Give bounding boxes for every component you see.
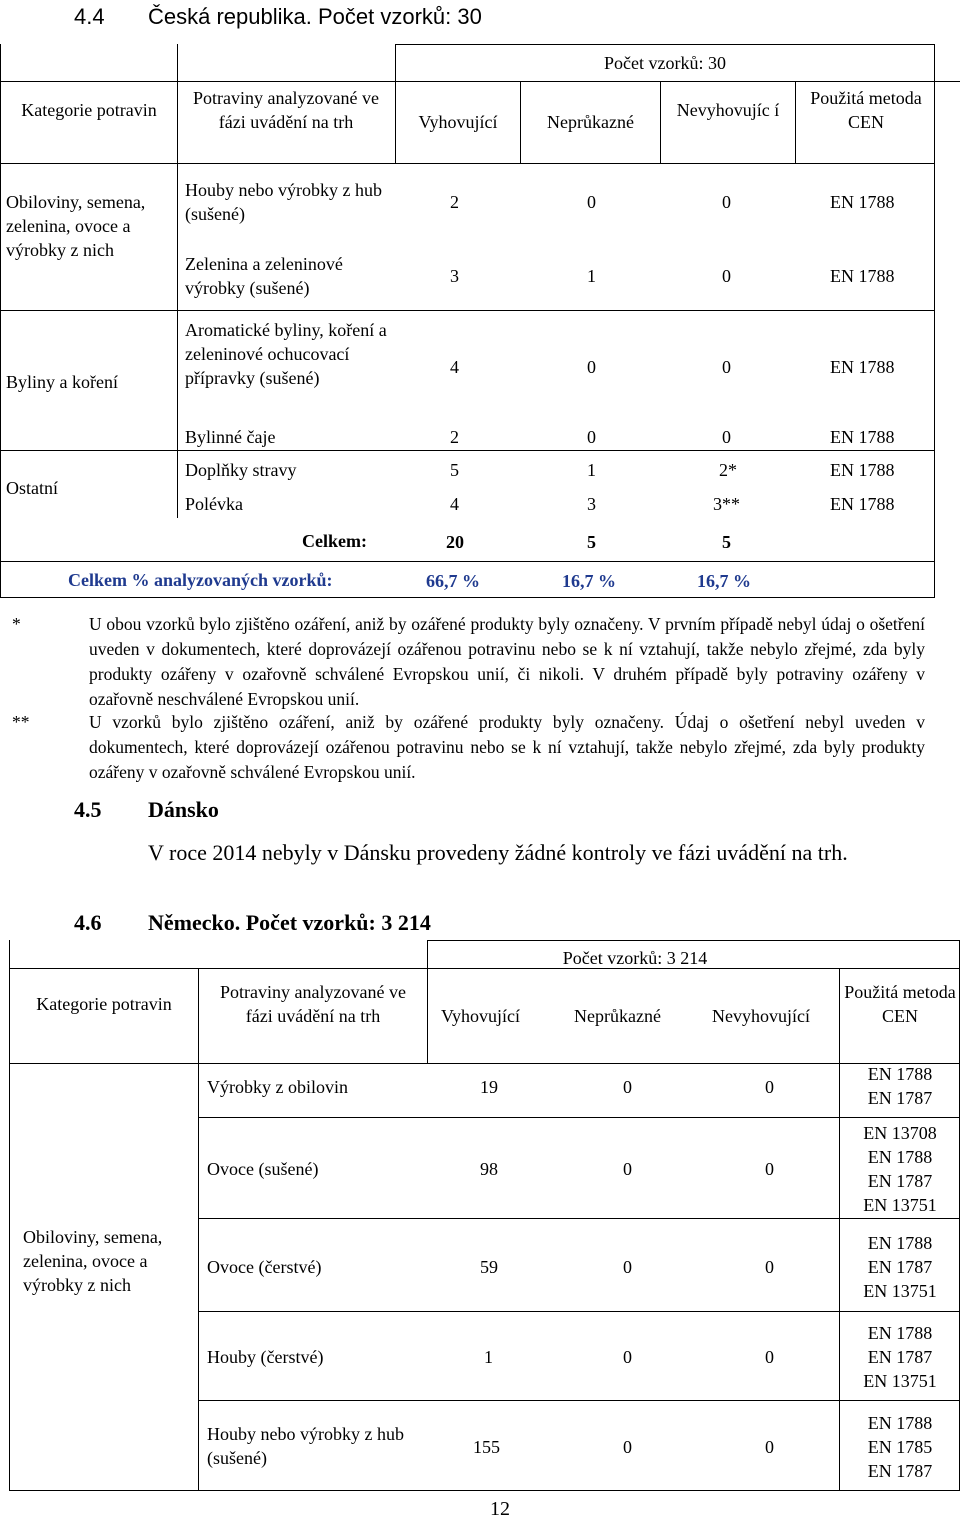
- row-metoda: EN 1788: [830, 460, 895, 480]
- section-46-title: Německo. Počet vzorků: 3 214: [148, 910, 431, 935]
- section-44-number: 4.4: [74, 4, 105, 29]
- section-45-title: Dánsko: [148, 797, 219, 822]
- row-name: Polévka: [185, 494, 243, 514]
- row-metoda: EN 1788: [830, 357, 895, 377]
- row-nepruk: 1: [587, 460, 596, 480]
- metoda-line: EN 13751: [863, 1281, 937, 1301]
- total-nepruk: 5: [587, 532, 596, 552]
- row-name: Ovoce (čerstvé): [207, 1257, 322, 1277]
- header-metoda: Použitá metoda CEN: [810, 88, 922, 132]
- row-nevyhovujici: 0: [722, 266, 731, 286]
- row-vyhovujici: 1: [484, 1347, 493, 1367]
- header-pocet-vzorku-de: Počet vzorků: 3 214: [562, 948, 708, 968]
- header-vyhovujici: Vyhovující: [418, 112, 498, 132]
- footnote-text-2: U vzorků bylo zjištěno ozáření, aniž by ozářené produkty byly označeny. Údaj o ošetření nebyl uveden v dokumentech, které doprovázejí ozářenou potravinu nebo se k ní vztahují, takže nebylo zřejmé, zda byly produkty ozářeny v ozařovně schválené Evropskou unií.: [89, 712, 925, 782]
- row-name: Houby (čerstvé): [207, 1347, 324, 1367]
- row-metoda: [841, 1121, 959, 1217]
- row-nevyhovujici: 0: [765, 1159, 774, 1179]
- row-vyhovujici: 19: [480, 1077, 498, 1097]
- metoda-line: EN 1788: [867, 1233, 933, 1253]
- row-nepruk: 0: [623, 1347, 632, 1367]
- footnote-mark-1: *: [12, 614, 21, 634]
- row-nepruk: 0: [623, 1437, 632, 1457]
- section-45-number: 4.5: [74, 797, 102, 822]
- row-name: Doplňky stravy: [185, 460, 297, 480]
- row-nepruk: 0: [623, 1077, 632, 1097]
- category-byliny: Byliny a koření: [6, 372, 118, 392]
- row-nevyhovujici: 2*: [719, 460, 737, 480]
- row-nepruk: 0: [623, 1257, 632, 1277]
- row-vyhovujici: 59: [480, 1257, 498, 1277]
- row-vyhovujici: 4: [450, 357, 459, 377]
- row-metoda: [841, 1231, 959, 1303]
- header-potraviny-de: Potraviny analyzované ve fázi uvádění na trh: [220, 982, 406, 1026]
- metoda-line: EN 1785: [867, 1437, 933, 1457]
- row-name: Bylinné čaje: [185, 427, 276, 447]
- section-46-number: 4.6: [74, 910, 102, 935]
- row-nevyhovujici: 0: [722, 192, 731, 212]
- metoda-line: EN 1788: [867, 1147, 933, 1167]
- section-45-text: V roce 2014 nebyly v Dánsku provedeny žádné kontroly ve fázi uvádění na trh.: [148, 840, 848, 865]
- category-obiloviny: Obiloviny, semena, zelenina, ovoce a výrobky z nich: [6, 192, 146, 260]
- header-metoda-de: Použitá metoda CEN: [844, 982, 956, 1026]
- row-metoda: [841, 1411, 959, 1483]
- row-name: Houby nebo výrobky z hub (sušené): [207, 1424, 404, 1468]
- row-metoda: [841, 1321, 959, 1393]
- row-name: Výrobky z obilovin: [207, 1077, 348, 1097]
- footnote-text-1: U obou vzorků bylo zjištěno ozáření, aniž by ozářené produkty byly označeny. V prvním případě nebyl údaj o ošetření uveden v dokumentech, které doprovázejí ozářenou potravinu nebo se k ní vztahují, takže nebylo zřejmé, zda byly produkty ozářeny v ozařovně schválené Evropskou unií, či nikoli. V druhém případě byly potraviny ozářeny v ozařovně neschválené Evropskou unií.: [89, 614, 925, 709]
- row-nevyhovujici: 0: [765, 1077, 774, 1097]
- row-nevyhovujici: 0: [722, 357, 731, 377]
- row-nevyhovujici: 0: [765, 1347, 774, 1367]
- footnote-mark-2: **: [12, 712, 30, 732]
- category-obiloviny-de: Obiloviny, semena, zelenina, ovoce a výrobky z nich: [23, 1227, 163, 1295]
- row-nepruk: 1: [587, 266, 596, 286]
- row-nevyhovujici: 0: [765, 1437, 774, 1457]
- row-vyhovujici: 155: [473, 1437, 500, 1457]
- total-vyhovujici: 20: [446, 532, 464, 552]
- page-number: 12: [490, 1498, 510, 1520]
- percent-vyhovujici: 66,7 %: [426, 571, 480, 591]
- row-vyhovujici: 3: [450, 266, 459, 286]
- row-vyhovujici: 2: [450, 192, 459, 212]
- row-vyhovujici: 98: [480, 1159, 498, 1179]
- row-vyhovujici: 4: [450, 494, 459, 514]
- row-metoda: EN 1788: [830, 427, 895, 447]
- row-name: Aromatické byliny, koření a zeleninové ochucovací přípravky (sušené): [185, 320, 387, 388]
- header-nepruk: Neprůkazné: [547, 112, 634, 132]
- metoda-line: EN 1787: [867, 1257, 933, 1277]
- section-44-title: Česká republika. Počet vzorků: 30: [148, 4, 482, 29]
- metoda-line: EN 1787: [867, 1088, 933, 1108]
- row-nepruk: 0: [587, 192, 596, 212]
- header-nevyhovujici: Nevyhovujíc í: [676, 100, 780, 120]
- total-nevyhovujici: 5: [722, 532, 731, 552]
- total-label: Celkem:: [302, 531, 367, 551]
- row-nepruk: 0: [623, 1159, 632, 1179]
- row-nevyhovujici: 0: [765, 1257, 774, 1277]
- metoda-line: EN 1787: [867, 1171, 933, 1191]
- metoda-line: EN 1787: [867, 1347, 933, 1367]
- row-nevyhovujici: 3**: [713, 494, 740, 514]
- header-potraviny: Potraviny analyzované ve fázi uvádění na trh: [193, 88, 379, 132]
- row-nepruk: 0: [587, 427, 596, 447]
- metoda-line: EN 13751: [863, 1195, 937, 1215]
- row-nevyhovujici: 0: [722, 427, 731, 447]
- header-nevyhovujici-de: Nevyhovující: [712, 1006, 810, 1026]
- header-kategorie: Kategorie potravin: [21, 100, 157, 120]
- category-ostatni: Ostatní: [6, 478, 58, 498]
- row-name: Houby nebo výrobky z hub (sušené): [185, 180, 382, 224]
- metoda-line: EN 1788: [867, 1323, 933, 1343]
- row-vyhovujici: 2: [450, 427, 459, 447]
- metoda-line: EN 13708: [863, 1123, 937, 1143]
- metoda-line: EN 1788: [867, 1064, 933, 1084]
- row-name: Zelenina a zeleninové výrobky (sušené): [185, 254, 343, 298]
- row-metoda: EN 1788: [830, 266, 895, 286]
- header-kategorie-de: Kategorie potravin: [36, 994, 172, 1014]
- row-vyhovujici: 5: [450, 460, 459, 480]
- header-pocet-vzorku: Počet vzorků: 30: [604, 53, 726, 73]
- row-name: Ovoce (sušené): [207, 1159, 319, 1179]
- row-nepruk: 3: [587, 494, 596, 514]
- row-metoda: [841, 1062, 959, 1110]
- row-nepruk: 0: [587, 357, 596, 377]
- header-nepruk-de: Neprůkazné: [574, 1006, 661, 1026]
- row-metoda: EN 1788: [830, 192, 895, 212]
- metoda-line: EN 1788: [867, 1413, 933, 1433]
- metoda-line: EN 1787: [867, 1461, 933, 1481]
- row-metoda: EN 1788: [830, 494, 895, 514]
- percent-label: Celkem % analyzovaných vzorků:: [68, 570, 333, 590]
- percent-nepruk: 16,7 %: [562, 571, 616, 591]
- header-vyhovujici-de: Vyhovující: [441, 1006, 520, 1026]
- percent-nevyhovujici: 16,7 %: [697, 571, 751, 591]
- metoda-line: EN 13751: [863, 1371, 937, 1391]
